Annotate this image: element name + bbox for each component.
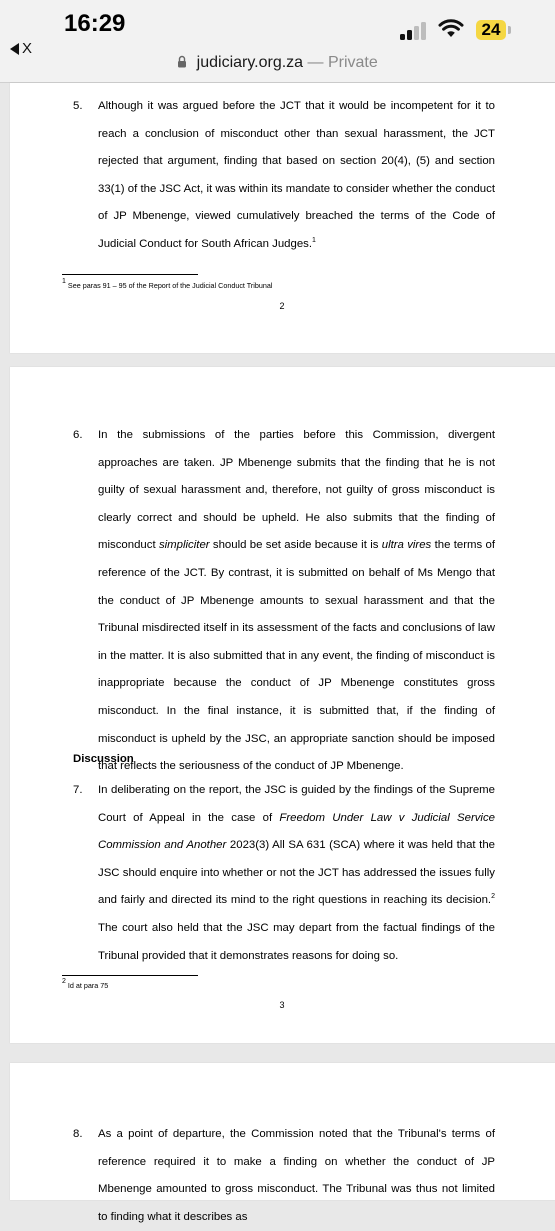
battery-tip: [508, 26, 511, 34]
page-number: 3: [279, 1000, 285, 1010]
paragraph-6: [73, 422, 495, 781]
paragraph-number: 7.: [73, 784, 83, 796]
cellular-signal-icon: [400, 20, 428, 40]
document-page-4: [10, 1063, 555, 1223]
battery-level: 24: [481, 20, 501, 39]
browser-top-bar: [0, 0, 555, 83]
paragraph-5: [73, 93, 495, 259]
back-arrow-icon: [10, 43, 19, 55]
url-text: judiciary.org.za: [196, 54, 304, 71]
battery-indicator: [476, 20, 506, 40]
paragraph-text: In the submissions of the parties before this Commission, divergent approaches are taken. JP Mbenenge submits that the finding that he is not guilty of sexual harassment and, therefore, not guilty of gross misconduct is clearly correct and should be upheld. He also submits that the finding of misconduct simpliciter should be set aside because it is ultra vires the terms of reference of the JCT. By contrast, it is submitted on behalf of Ms Mengo that the conduct of JP Mbenenge amounts to sexual harassment and that the Tribunal misdirected itself in its assessment of the facts and conclusions of law in the matter. It is also submitted that in any event, the finding of misconduct is inappropriate because the conduct of JP Mbenenge constitutes gross misconduct. In the final instance, it is submitted that, if the finding of misconduct is upheld by the JSC, an appropriate sanction should be imposed that reflects the seriousness of the conduct of JP Mbenenge.: [98, 429, 496, 773]
back-app-label: X: [22, 40, 33, 57]
paragraph-7: [73, 777, 495, 970]
paragraph-number: 8.: [73, 1128, 83, 1140]
wifi-icon: [438, 17, 464, 39]
paragraph-text: As a point of departure, the Commission noted that the Tribunal's terms of reference required it to make a finding on whether the conduct of JP Mbenenge amounted to gross misconduct. The Tribunal was thus not limited to finding what it describes as: [98, 1128, 495, 1223]
footnote-divider: [62, 975, 198, 976]
document-page-2: [10, 83, 555, 353]
address-bar[interactable]: [0, 54, 555, 72]
footnote-2: $^2$ Id at para 75: [62, 978, 109, 990]
lock-icon: [177, 55, 187, 68]
page-number: 2: [279, 301, 285, 311]
paragraph-number: 5.: [73, 100, 83, 112]
paragraph-number: 6.: [73, 429, 83, 441]
footnote-reference[interactable]: 2: [491, 893, 495, 901]
private-mode-label: — Private: [307, 54, 378, 71]
paragraph-text: Although it was argued before the JCT that it would be incompetent for it to reach a conclusion of misconduct other than sexual harassment, the JCT rejected that argument, finding that based on section 20(4), (5) and section 33(1) of the JSC Act, it was within its mandate to consider whether the conduct of JP Mbenenge, viewed cumulatively breached the terms of the Code of Judicial Conduct for South African Judges.$^1$: [98, 100, 495, 250]
footnote-reference[interactable]: 1: [312, 236, 316, 244]
paragraph-text: In deliberating on the report, the JSC is guided by the findings of the Supreme Court of Appeal in the case of Freedom Under Law v Judicial Service Commission and Another 2023(3) All SA 631 (SCA) where it was held that the JSC should enquire into whether or not the JCT has addressed the issues fully and fairly and directed its mind to the right questions in reaching its decision.$^2$ The court also held that the JSC may depart from the factual findings of the Tribunal provided that it demonstrates reasons for doing so.: [98, 784, 495, 962]
status-time: 16:29: [64, 10, 126, 37]
section-heading: Discussion: [73, 753, 134, 765]
footnote-1: $^1$ See paras 91 – 95 of the Report of the Judicial Conduct Tribunal: [62, 278, 273, 290]
footnote-divider: [62, 274, 198, 275]
paragraph-8: [73, 1121, 495, 1231]
document-page-3: [10, 367, 555, 1043]
